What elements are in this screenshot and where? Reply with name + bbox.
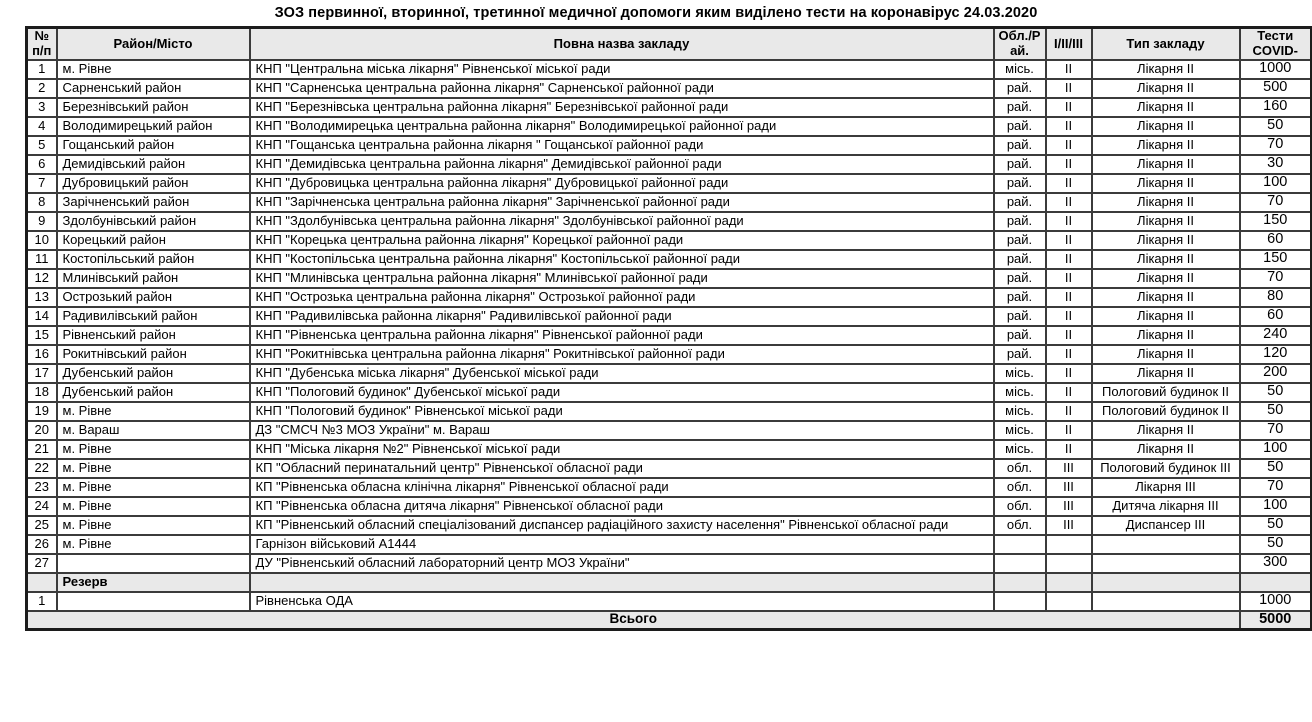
cell-facility: КНП "Рокитнівська центральна районна лікарня" Рокитнівської районної ради (250, 345, 994, 364)
cell-type (1092, 573, 1240, 592)
cell-category: III (1046, 478, 1092, 497)
cell-num: 8 (27, 193, 57, 212)
cell-tests: 70 (1240, 478, 1312, 497)
cell-district: Зарічненський район (57, 193, 250, 212)
cell-num: 26 (27, 535, 57, 554)
cell-type (1092, 554, 1240, 573)
cell-category (1046, 535, 1092, 554)
cell-num: 27 (27, 554, 57, 573)
table-row (27, 383, 1312, 402)
column-header-level: Обл./Рай. (994, 28, 1046, 60)
table-row (27, 497, 1312, 516)
cell-tests: 50 (1240, 117, 1312, 136)
cell-level: рай. (994, 269, 1046, 288)
cell-type: Лікарня III (1092, 478, 1240, 497)
cell-type: Лікарня II (1092, 98, 1240, 117)
table-header (27, 28, 1312, 60)
cell-level: обл. (994, 478, 1046, 497)
cell-district: Гощанський район (57, 136, 250, 155)
table-row (27, 269, 1312, 288)
cell-tests: 500 (1240, 79, 1312, 98)
cell-num: 6 (27, 155, 57, 174)
cell-district: м. Рівне (57, 60, 250, 79)
cell-facility: КНП "Демидівська центральна районна лікарня" Демидівської районної ради (250, 155, 994, 174)
cell-facility: КНП "Костопільська центральна районна лікарня" Костопільської районної ради (250, 250, 994, 269)
cell-level: рай. (994, 288, 1046, 307)
cell-type: Лікарня II (1092, 193, 1240, 212)
cell-district: Березнівський район (57, 98, 250, 117)
table-body (27, 60, 1312, 573)
cell-category: II (1046, 174, 1092, 193)
cell-level: обл. (994, 497, 1046, 516)
cell-category: II (1046, 307, 1092, 326)
cell-category: II (1046, 345, 1092, 364)
cell-level (994, 573, 1046, 592)
cell-level (994, 554, 1046, 573)
cell-district: м. Рівне (57, 402, 250, 421)
cell-num: 13 (27, 288, 57, 307)
cell-tests: 160 (1240, 98, 1312, 117)
total-section (27, 611, 1312, 630)
total-tests-value: 5000 (1240, 611, 1312, 630)
cell-type: Лікарня II (1092, 174, 1240, 193)
cell-type: Лікарня II (1092, 155, 1240, 174)
table-row (27, 193, 1312, 212)
cell-num: 17 (27, 364, 57, 383)
cell-facility: КНП "Пологовий будинок" Рівненської міської ради (250, 402, 994, 421)
reserve-data-row (27, 592, 1312, 611)
column-header-category: I/II/III (1046, 28, 1092, 60)
reserve-label: Резерв (57, 573, 250, 592)
cell-level: рай. (994, 174, 1046, 193)
table-row (27, 98, 1312, 117)
cell-facility: КНП "Володимирецька центральна районна лікарня" Володимирецької районної ради (250, 117, 994, 136)
cell-facility: ДУ "Рівненський обласний лабораторний центр МОЗ України" (250, 554, 994, 573)
cell-district: Рівненський район (57, 326, 250, 345)
total-row (27, 611, 1312, 630)
cell-type: Лікарня II (1092, 231, 1240, 250)
cell-level: рай. (994, 155, 1046, 174)
table-row (27, 326, 1312, 345)
cell-level: обл. (994, 516, 1046, 535)
table-row (27, 174, 1312, 193)
cell-district: Радивилівський район (57, 307, 250, 326)
cell-num: 23 (27, 478, 57, 497)
cell-num: 2 (27, 79, 57, 98)
cell-district: Рокитнівський район (57, 345, 250, 364)
cell-district: Млинівський район (57, 269, 250, 288)
cell-facility: КНП "Острозька центральна районна лікарня" Острозької районної ради (250, 288, 994, 307)
cell-category: II (1046, 193, 1092, 212)
column-header-tests: Тести COVID- (1240, 28, 1312, 60)
cell-level: місь. (994, 440, 1046, 459)
table-row (27, 136, 1312, 155)
cell-facility: КНП "Радивилівська районна лікарня" Радивилівської районної ради (250, 307, 994, 326)
cell-facility: КНП "Млинівська центральна районна лікарня" Млинівської районної ради (250, 269, 994, 288)
cell-category: II (1046, 155, 1092, 174)
cell-num: 19 (27, 402, 57, 421)
cell-district: м. Рівне (57, 516, 250, 535)
cell-facility: Гарнізон військовий А1444 (250, 535, 994, 554)
cell-tests: 60 (1240, 231, 1312, 250)
table-row (27, 345, 1312, 364)
cell-facility: КНП "Дубенська міська лікарня" Дубенської міської ради (250, 364, 994, 383)
cell-level: місь. (994, 421, 1046, 440)
cell-num: 21 (27, 440, 57, 459)
cell-district: Володимирецький район (57, 117, 250, 136)
cell-num: 9 (27, 212, 57, 231)
cell-category: II (1046, 79, 1092, 98)
cell-tests: 200 (1240, 364, 1312, 383)
table-row (27, 231, 1312, 250)
cell-type: Лікарня II (1092, 364, 1240, 383)
cell-category (1046, 554, 1092, 573)
cell-tests: 50 (1240, 459, 1312, 478)
table-row (27, 307, 1312, 326)
cell-type (1092, 592, 1240, 611)
cell-type: Пологовий будинок III (1092, 459, 1240, 478)
cell-type: Лікарня II (1092, 269, 1240, 288)
cell-type: Лікарня II (1092, 250, 1240, 269)
cell-district: Дубенський район (57, 383, 250, 402)
cell-num: 5 (27, 136, 57, 155)
cell-category: III (1046, 459, 1092, 478)
table-row (27, 535, 1312, 554)
cell-district: м. Рівне (57, 497, 250, 516)
cell-level: рай. (994, 250, 1046, 269)
cell-tests: 1000 (1240, 592, 1312, 611)
cell-num: 12 (27, 269, 57, 288)
cell-tests: 120 (1240, 345, 1312, 364)
cell-level: рай. (994, 231, 1046, 250)
cell-district: Острозький район (57, 288, 250, 307)
reserve-header-row (27, 573, 1312, 592)
cell-type: Лікарня II (1092, 345, 1240, 364)
cell-tests: 100 (1240, 440, 1312, 459)
table-row (27, 440, 1312, 459)
cell-level: місь. (994, 383, 1046, 402)
cell-district: Дубенський район (57, 364, 250, 383)
table-row (27, 79, 1312, 98)
cell-num: 1 (27, 592, 57, 611)
cell-district: Здолбунівський район (57, 212, 250, 231)
cell-num: 14 (27, 307, 57, 326)
cell-type: Лікарня II (1092, 440, 1240, 459)
cell-facility: КНП "Березнівська центральна районна лікарня" Березнівської районної ради (250, 98, 994, 117)
cell-level: рай. (994, 136, 1046, 155)
cell-tests: 100 (1240, 174, 1312, 193)
cell-district: Костопільський район (57, 250, 250, 269)
cell-tests: 300 (1240, 554, 1312, 573)
cell-level (994, 592, 1046, 611)
cell-facility: КП "Рівненська обласна клінічна лікарня" Рівненської обласної ради (250, 478, 994, 497)
cell-level: рай. (994, 98, 1046, 117)
column-header-num: № п/п (27, 28, 57, 60)
header-row (27, 28, 1312, 60)
cell-facility: КНП "Пологовий будинок" Дубенської міської ради (250, 383, 994, 402)
cell-category: II (1046, 212, 1092, 231)
cell-category: II (1046, 440, 1092, 459)
table-row (27, 212, 1312, 231)
cell-type: Диспансер III (1092, 516, 1240, 535)
cell-num: 7 (27, 174, 57, 193)
cell-level (994, 535, 1046, 554)
table-row (27, 554, 1312, 573)
cell-level: рай. (994, 212, 1046, 231)
cell-num: 18 (27, 383, 57, 402)
cell-category: II (1046, 231, 1092, 250)
cell-facility: ДЗ "СМСЧ №3 МОЗ України" м. Вараш (250, 421, 994, 440)
cell-num: 11 (27, 250, 57, 269)
cell-district: м. Рівне (57, 459, 250, 478)
cell-tests: 150 (1240, 212, 1312, 231)
cell-district (57, 554, 250, 573)
cell-tests: 150 (1240, 250, 1312, 269)
cell-category: II (1046, 98, 1092, 117)
cell-tests: 70 (1240, 193, 1312, 212)
cell-category: III (1046, 497, 1092, 516)
cell-tests: 30 (1240, 155, 1312, 174)
cell-facility: КНП "Центральна міська лікарня" Рівненської міської ради (250, 60, 994, 79)
cell-category: III (1046, 516, 1092, 535)
column-header-district: Район/Місто (57, 28, 250, 60)
cell-category (1046, 592, 1092, 611)
table-row (27, 288, 1312, 307)
cell-tests: 50 (1240, 383, 1312, 402)
cell-facility (250, 573, 994, 592)
table-row (27, 459, 1312, 478)
cell-tests: 50 (1240, 535, 1312, 554)
cell-level: рай. (994, 307, 1046, 326)
cell-type: Пологовий будинок II (1092, 383, 1240, 402)
cell-num: 20 (27, 421, 57, 440)
cell-level: обл. (994, 459, 1046, 478)
total-label: Всього (27, 611, 1240, 630)
table-row (27, 250, 1312, 269)
cell-facility: КНП "Міська лікарня №2" Рівненської міської ради (250, 440, 994, 459)
cell-num: 1 (27, 60, 57, 79)
cell-type: Лікарня II (1092, 288, 1240, 307)
cell-facility: КНП "Рівненська центральна районна лікарня" Рівненської районної ради (250, 326, 994, 345)
cell-type: Лікарня II (1092, 136, 1240, 155)
cell-tests: 70 (1240, 421, 1312, 440)
cell-category: II (1046, 421, 1092, 440)
cell-type: Лікарня II (1092, 60, 1240, 79)
cell-num: 25 (27, 516, 57, 535)
table-row (27, 516, 1312, 535)
cell-category: II (1046, 383, 1092, 402)
cell-facility: КП "Обласний перинатальний центр" Рівненської обласної ради (250, 459, 994, 478)
cell-category: II (1046, 326, 1092, 345)
table-row (27, 117, 1312, 136)
table-row (27, 421, 1312, 440)
cell-district: м. Рівне (57, 478, 250, 497)
cell-num: 3 (27, 98, 57, 117)
cell-facility: КНП "Дубровицька центральна районна лікарня" Дубровицької районної ради (250, 174, 994, 193)
cell-type: Лікарня II (1092, 307, 1240, 326)
cell-district: м. Рівне (57, 440, 250, 459)
cell-level: місь. (994, 402, 1046, 421)
cell-district: Сарненський район (57, 79, 250, 98)
cell-level: рай. (994, 326, 1046, 345)
cell-type: Дитяча лікарня III (1092, 497, 1240, 516)
page-title: ЗОЗ первинної, вторинної, третинної медичної допомоги яким виділено тести на коронавірус 24.03.2020 (274, 5, 1038, 21)
cell-facility: КП "Рівненська обласна дитяча лікарня" Рівненської обласної ради (250, 497, 994, 516)
cell-district: м. Рівне (57, 535, 250, 554)
cell-tests: 50 (1240, 402, 1312, 421)
cell-num: 24 (27, 497, 57, 516)
cell-category: II (1046, 402, 1092, 421)
cell-facility: КНП "Зарічненська центральна районна лікарня" Зарічненської районної ради (250, 193, 994, 212)
table-row (27, 402, 1312, 421)
cell-tests: 240 (1240, 326, 1312, 345)
cell-num: 10 (27, 231, 57, 250)
column-header-type: Тип закладу (1092, 28, 1240, 60)
cell-facility: КНП "Гощанська центральна районна лікарня " Гощанської районної ради (250, 136, 994, 155)
cell-tests: 100 (1240, 497, 1312, 516)
cell-tests: 60 (1240, 307, 1312, 326)
cell-facility: Рівненська ОДА (250, 592, 994, 611)
cell-level: рай. (994, 193, 1046, 212)
cell-type (1092, 535, 1240, 554)
cell-category: II (1046, 250, 1092, 269)
cell-num: 15 (27, 326, 57, 345)
cell-type: Лікарня II (1092, 421, 1240, 440)
table-row (27, 155, 1312, 174)
cell-district: Корецький район (57, 231, 250, 250)
cell-tests: 70 (1240, 269, 1312, 288)
cell-tests: 1000 (1240, 60, 1312, 79)
cell-type: Лікарня II (1092, 79, 1240, 98)
cell-type: Лікарня II (1092, 326, 1240, 345)
cell-num: 22 (27, 459, 57, 478)
tests-allocation-table (25, 26, 1312, 631)
table-row (27, 364, 1312, 383)
reserve-section (27, 573, 1312, 611)
cell-category: II (1046, 117, 1092, 136)
cell-district (57, 592, 250, 611)
cell-type: Пологовий будинок II (1092, 402, 1240, 421)
cell-num: 4 (27, 117, 57, 136)
column-header-facility: Повна назва закладу (250, 28, 994, 60)
cell-category: II (1046, 60, 1092, 79)
cell-tests: 50 (1240, 516, 1312, 535)
cell-category: II (1046, 136, 1092, 155)
cell-category: II (1046, 269, 1092, 288)
cell-category (1046, 573, 1092, 592)
cell-tests: 80 (1240, 288, 1312, 307)
cell-district: Демидівський район (57, 155, 250, 174)
cell-num (27, 573, 57, 592)
cell-level: місь. (994, 364, 1046, 383)
cell-tests: 70 (1240, 136, 1312, 155)
cell-facility: КНП "Сарненська центральна районна лікарня" Сарненської районної ради (250, 79, 994, 98)
cell-district: м. Вараш (57, 421, 250, 440)
cell-level: рай. (994, 117, 1046, 136)
cell-level: місь. (994, 60, 1046, 79)
cell-facility: КП "Рівненський обласний спеціалізований диспансер радіаційного захисту населення" Рівненської обласної ради (250, 516, 994, 535)
cell-level: рай. (994, 345, 1046, 364)
table-row (27, 60, 1312, 79)
cell-tests (1240, 573, 1312, 592)
cell-type: Лікарня II (1092, 117, 1240, 136)
cell-facility: КНП "Здолбунівська центральна районна лікарня" Здолбунівської районної ради (250, 212, 994, 231)
cell-type: Лікарня II (1092, 212, 1240, 231)
cell-category: II (1046, 364, 1092, 383)
cell-district: Дубровицький район (57, 174, 250, 193)
cell-num: 16 (27, 345, 57, 364)
table-row (27, 478, 1312, 497)
cell-category: II (1046, 288, 1092, 307)
cell-facility: КНП "Корецька центральна районна лікарня" Корецької районної ради (250, 231, 994, 250)
cell-level: рай. (994, 79, 1046, 98)
